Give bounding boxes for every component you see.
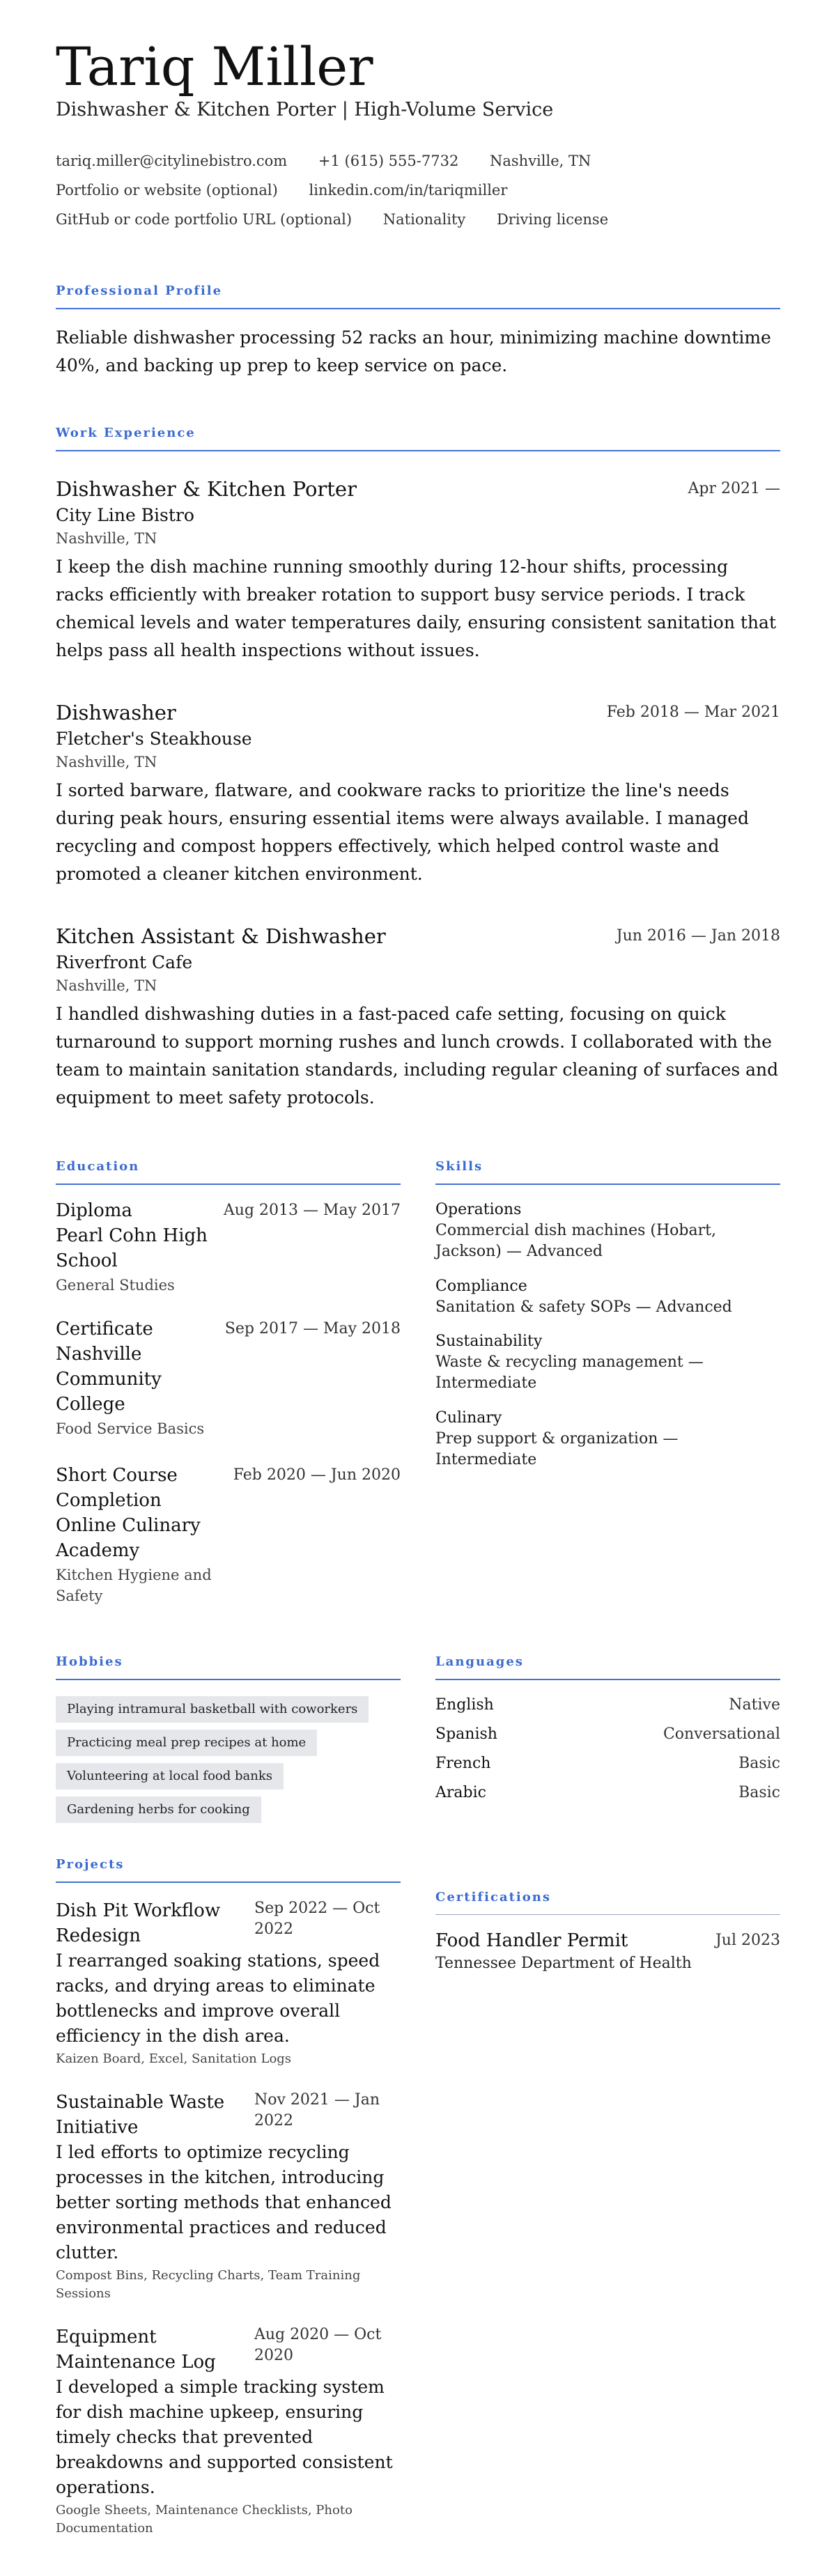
skill-category: Sustainability	[435, 1333, 543, 1350]
skill-value: Commercial dish machines (Hobart, Jackson) — Advanced	[435, 1222, 716, 1260]
skill-category: Culinary	[435, 1409, 502, 1427]
project-tools: Kaizen Board, Excel, Sanitation Logs	[56, 2051, 292, 2066]
job-company: Riverfront Cafe	[56, 952, 193, 972]
hobby-tag: Volunteering at local food banks	[56, 1763, 284, 1790]
education-degree: Short Course Completion	[56, 1465, 178, 1511]
project-tools: Google Sheets, Maintenance Checklists, Photo Documentation	[56, 2503, 353, 2536]
job-description: I sorted barware, flatware, and cookware racks to prioritize the line's needs during peak hours, ensuring essential items were always available. I managed recycling and compost hoppers effectively, which helped control waste and promoted a cleaner kitchen environment.	[56, 780, 749, 884]
location-text: Nashville, TN	[490, 153, 591, 169]
skill-category: Operations	[435, 1201, 522, 1218]
contact-row-3	[56, 208, 635, 231]
project-description: I rearranged soaking stations, speed racks, and drying areas to eliminate bottlenecks and improve overall efficiency in the dish area.	[56, 1950, 380, 2046]
hobby-tag: Practicing meal prep recipes at home	[56, 1730, 317, 1756]
skill-value: Sanitation & safety SOPs — Advanced	[435, 1298, 732, 1316]
education-dates: Aug 2013 — May 2017	[223, 1202, 401, 1219]
nationality-text: Nationality	[382, 211, 466, 228]
project-title: Equipment Maintenance Log	[56, 2327, 216, 2373]
phone-text[interactable]: +1 (615) 555-7732	[318, 153, 459, 169]
education-dates: Sep 2017 — May 2018	[224, 1320, 401, 1337]
section-title-experience: Work Experience	[56, 426, 196, 440]
skill-value: Prep support & organization — Intermediate	[435, 1430, 679, 1468]
language-name: Spanish	[435, 1725, 497, 1743]
education-entry	[56, 1198, 401, 1296]
job-dates: Apr 2021 —	[688, 480, 780, 497]
portfolio-link[interactable]: Portfolio or website (optional)	[56, 182, 278, 199]
job-location: Nashville, TN	[56, 977, 157, 994]
profile-summary: Reliable dishwasher processing 52 racks an hour, minimizing machine downtime 40%, and backing up prep to keep service on pace.	[56, 327, 771, 375]
job-title: Dishwasher	[56, 701, 176, 724]
section-divider	[56, 308, 780, 309]
project-description: I led efforts to optimize recycling processes in the kitchen, introducing better sorting methods that enhanced environmental practices and reduced clutter.	[56, 2142, 392, 2263]
language-level: Native	[729, 1696, 780, 1714]
job-company: City Line Bistro	[56, 505, 194, 525]
project-entry	[56, 1898, 401, 2068]
project-entry	[56, 2325, 401, 2538]
education-dates: Feb 2020 — Jun 2020	[233, 1466, 401, 1484]
hobby-tag: Gardening herbs for cooking	[56, 1797, 261, 1823]
education-school: Pearl Cohn High School	[56, 1225, 208, 1271]
language-name: French	[435, 1755, 491, 1772]
section-divider	[56, 1679, 401, 1680]
project-dates: Aug 2020 — Oct 2020	[254, 2326, 382, 2364]
language-row	[435, 1782, 780, 1804]
section-divider	[56, 450, 780, 451]
language-name: English	[435, 1696, 494, 1714]
skill-value: Waste & recycling management — Intermediate	[435, 1353, 704, 1392]
language-level: Basic	[738, 1755, 780, 1772]
language-level: Basic	[738, 1784, 780, 1801]
skill-category: Compliance	[435, 1278, 527, 1295]
language-row	[435, 1694, 780, 1716]
skill-entry	[435, 1200, 780, 1262]
project-dates: Sep 2022 — Oct 2022	[254, 1900, 380, 1938]
section-title-profile: Professional Profile	[56, 284, 223, 298]
language-row	[435, 1723, 780, 1746]
education-field: General Studies	[56, 1277, 175, 1294]
education-degree: Diploma	[56, 1200, 132, 1221]
job-title: Kitchen Assistant & Dishwasher	[56, 924, 386, 948]
skill-entry	[435, 1276, 780, 1318]
section-title-skills: Skills	[435, 1159, 483, 1174]
project-tools: Compost Bins, Recycling Charts, Team Training Sessions	[56, 2268, 361, 2301]
job-location: Nashville, TN	[56, 754, 157, 770]
education-field: Kitchen Hygiene and Safety	[56, 1567, 212, 1604]
job-company: Fletcher's Steakhouse	[56, 729, 252, 749]
education-entry	[56, 1317, 401, 1439]
education-degree: Certificate	[56, 1319, 153, 1340]
linkedin-link[interactable]: linkedin.com/in/tariqmiller	[309, 182, 508, 199]
education-school: Online Culinary Academy	[56, 1515, 201, 1561]
section-title-projects: Projects	[56, 1857, 125, 1872]
language-name: Arabic	[435, 1784, 486, 1801]
education-school: Nashville Community College	[56, 1344, 162, 1415]
section-title-certifications: Certifications	[435, 1890, 551, 1904]
job-title: Dishwasher & Kitchen Porter	[56, 477, 357, 501]
project-title: Sustainable Waste Initiative	[56, 2092, 225, 2138]
email-link[interactable]: tariq.miller@citylinebistro.com	[56, 153, 288, 169]
candidate-name: Tariq Miller	[56, 36, 373, 98]
job-location: Nashville, TN	[56, 530, 157, 547]
education-entry	[56, 1463, 401, 1606]
headline: Dishwasher & Kitchen Porter | High-Volume Service	[56, 99, 554, 121]
certification-entry	[435, 1928, 780, 1974]
language-row	[435, 1753, 780, 1775]
section-divider	[435, 1679, 780, 1680]
education-field: Food Service Basics	[56, 1420, 205, 1437]
job-entry	[56, 922, 780, 1112]
section-title-languages: Languages	[435, 1654, 524, 1669]
contact-row-2	[56, 179, 534, 201]
project-title: Dish Pit Workflow Redesign	[56, 1900, 221, 1946]
section-divider	[435, 1184, 780, 1185]
section-title-hobbies: Hobbies	[56, 1654, 123, 1669]
job-dates: Jun 2016 — Jan 2018	[616, 927, 780, 945]
job-dates: Feb 2018 — Mar 2021	[606, 704, 780, 721]
project-description: I developed a simple tracking system for dish machine upkeep, ensuring timely checks that prevented breakdowns and supported consistent operations.	[56, 2377, 393, 2497]
section-divider	[435, 1914, 780, 1915]
contact-row-1	[56, 150, 617, 172]
job-entry	[56, 475, 780, 665]
job-description: I keep the dish machine running smoothly during 12-hour shifts, processing racks efficiently with breaker rotation to support busy service periods. I track chemical levels and water temperatures daily, ensuring consistent sanitation that helps pass all health inspections without issues.	[56, 557, 776, 660]
section-title-education: Education	[56, 1159, 140, 1174]
skill-entry	[435, 1408, 780, 1471]
language-level: Conversational	[663, 1725, 780, 1743]
certification-name: Food Handler Permit	[435, 1930, 628, 1951]
github-link[interactable]: GitHub or code portfolio URL (optional)	[56, 211, 353, 228]
section-divider	[56, 1881, 401, 1883]
hobby-tag: Playing intramural basketball with coworkers	[56, 1696, 369, 1723]
project-dates: Nov 2021 — Jan 2022	[254, 2091, 380, 2129]
certification-issuer: Tennessee Department of Health	[435, 1955, 692, 1972]
skill-entry	[435, 1331, 780, 1394]
section-divider	[56, 1184, 401, 1185]
job-entry	[56, 699, 780, 888]
project-entry	[56, 2090, 401, 2303]
driving-license-text: Driving license	[496, 211, 609, 228]
certification-date: Jul 2023	[715, 1932, 780, 1949]
job-description: I handled dishwashing duties in a fast-paced cafe setting, focusing on quick turnaround to support morning rushes and lunch crowds. I collaborated with the team to maintain sanitation standards, including regular cleaning of surfaces and equipment to meet safety protocols.	[56, 1004, 779, 1108]
